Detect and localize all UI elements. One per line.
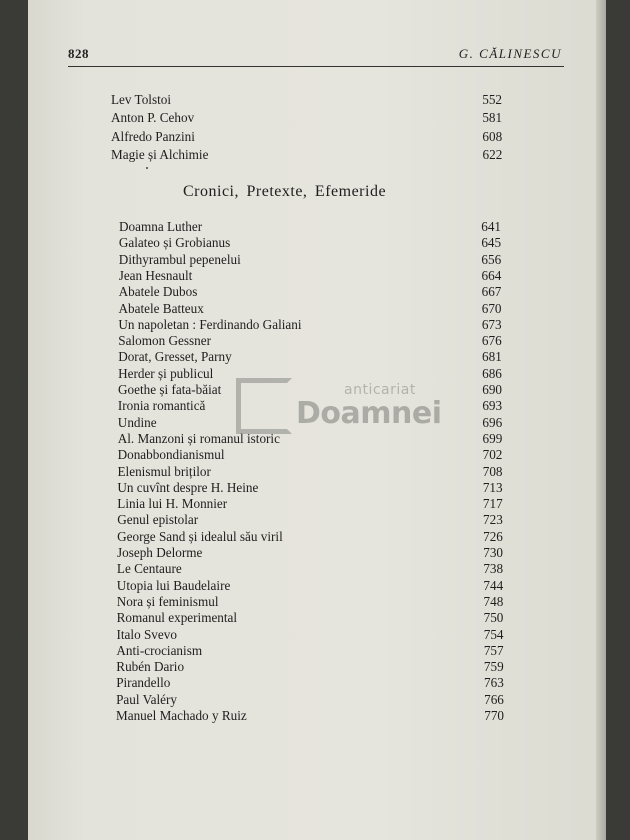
toc-entry-title: Ironia romantică [117,398,206,414]
page-edge [596,0,606,840]
watermark-logo [236,372,456,462]
toc-entry-title: Goethe și fata-băiat [118,382,222,397]
toc-entry-page: 702 [482,447,503,463]
toc-entry [28,301,602,318]
toc-entry [28,464,602,481]
toc-entry-title: Herder și publicul [118,365,214,381]
toc-entry [28,675,602,692]
toc-entry-page: 726 [483,528,503,544]
toc-entry-page: 676 [481,333,502,349]
toc-entry-title: Doamna Luther [119,219,203,234]
toc-entry-title: Alfredo Panzini [111,128,195,144]
toc-entry-title: Magie și Alchimie [111,146,209,162]
toc-entry [28,561,602,578]
toc-entry-page: 641 [481,219,501,234]
toc-entry-page: 693 [482,398,503,414]
toc-entry-title: Un cuvînt despre H. Heine [117,479,259,495]
toc-entry-page: 667 [481,284,502,300]
toc-entry [28,529,602,546]
toc-entry-title: Nora și feminismul [116,593,219,609]
book-page [28,0,602,840]
toc-entry-title: Manuel Machado y Ruiz [116,708,247,723]
toc-entry [28,219,602,236]
toc-entry-page: 748 [483,593,504,609]
watermark-brand-text: Doamnei [296,396,442,431]
toc-entry-page: 763 [484,675,504,691]
toc-entry-page: 750 [483,610,504,626]
toc-entry [28,545,602,562]
toc-entry-page: 757 [483,642,504,658]
toc-entry-page: 664 [481,267,502,283]
toc-entry-page: 645 [481,235,502,251]
toc-entry-page: 713 [482,479,503,495]
toc-entry [28,610,602,627]
toc-entry-page: 723 [483,512,503,528]
toc-entry-title: Un napoletan : Ferdinando Galiani [118,316,302,332]
toc-entry-page: 552 [482,92,502,107]
toc-entry-page: 759 [483,659,504,675]
author-name: G. CĂLINESCU [458,46,562,61]
toc-entry-page: 686 [482,365,502,381]
toc-entry-title: Rubén Dario [116,659,185,675]
toc-entry-title: Jean Hesnault [118,267,193,283]
toc-entry-page: 696 [482,414,503,430]
toc-entry [28,333,602,350]
toc-entry-page: 770 [484,708,504,723]
toc-entry-page: 581 [482,110,503,126]
toc-entry-title: Galateo și Grobianus [118,235,231,251]
toc-entry-title: Anton P. Cehov [111,110,195,126]
toc-entry-page: 766 [484,691,504,707]
toc-entry-title: Undine [117,414,157,430]
toc-entry-title: Abatele Batteux [118,300,204,316]
toc-entry [28,92,602,109]
toc-entry [28,110,602,127]
toc-entry-page: 673 [481,316,502,332]
toc-entry [28,692,602,709]
toc-entry-title: Anti-crocianism [116,642,203,658]
toc-entry [28,268,602,285]
toc-entry-page: 670 [481,300,502,316]
page-number: 828 [68,46,89,61]
toc-entry [28,496,602,513]
toc-entry-title: Dithyrambul pepenelui [118,251,241,267]
toc-entry-page: 754 [483,626,504,642]
ink-dot [146,167,148,169]
toc-entry-page: 717 [482,496,503,512]
toc-entry-title: Salomon Gessner [118,333,211,349]
toc-entry [28,349,602,366]
toc-entry-page: 690 [482,382,502,397]
toc-entry [28,147,602,164]
toc-entry-page: 744 [483,577,504,593]
toc-entry-title: Genul epistolar [117,512,199,528]
running-header [68,42,564,67]
toc-entry-title: Le Centaure [116,561,182,577]
toc-entry-page: 681 [482,349,502,365]
toc-entry-title: Joseph Delorme [117,545,203,560]
toc-entry-page: 608 [482,128,503,144]
toc-entry-title: Pirandello [116,675,171,691]
toc-entry-title: Utopia lui Baudelaire [116,577,231,593]
toc-entry-title: Al. Manzoni și romanul istoric [117,430,280,446]
toc-entry [28,129,602,146]
section-title: Cronici, Pretexte, Efemeride [183,183,387,200]
toc-entry-title: Abatele Dubos [118,284,198,300]
toc-entry-page: 699 [482,430,503,446]
toc-entry-page: 622 [482,146,503,162]
toc-entry-title: Elenismul briților [117,463,211,479]
toc-entry-title: Linia lui H. Monnier [117,496,228,512]
toc-entry-title: Romanul experimental [116,610,238,626]
toc-entry-title: Italo Svevo [116,626,177,642]
toc-entry [28,594,602,611]
toc-entry-title: Lev Tolstoi [111,92,172,107]
toc-entry [28,659,602,676]
watermark-small-text: anticariat [344,382,416,398]
toc-entry [28,578,602,595]
toc-entry [28,708,602,725]
toc-entry [28,252,602,269]
toc-entry [28,512,602,529]
toc-entry-page: 708 [482,463,503,479]
toc-entry [28,643,602,660]
toc-entry-title: Paul Valéry [116,691,178,707]
toc-entry-title: Dorat, Gresset, Parny [118,349,232,365]
toc-entry [28,480,602,497]
toc-entry [28,627,602,644]
watermark-frame-icon [236,378,292,434]
toc-entry [28,235,602,252]
toc-entry [28,317,602,334]
toc-entry-title: Donabbondianismul [117,447,225,463]
toc-entry-title: George Sand și idealul său viril [117,528,283,544]
toc-entry-page: 656 [481,251,502,267]
toc-entry-page: 738 [483,561,504,577]
toc-entry [28,284,602,301]
toc-entry-page: 730 [483,545,503,560]
